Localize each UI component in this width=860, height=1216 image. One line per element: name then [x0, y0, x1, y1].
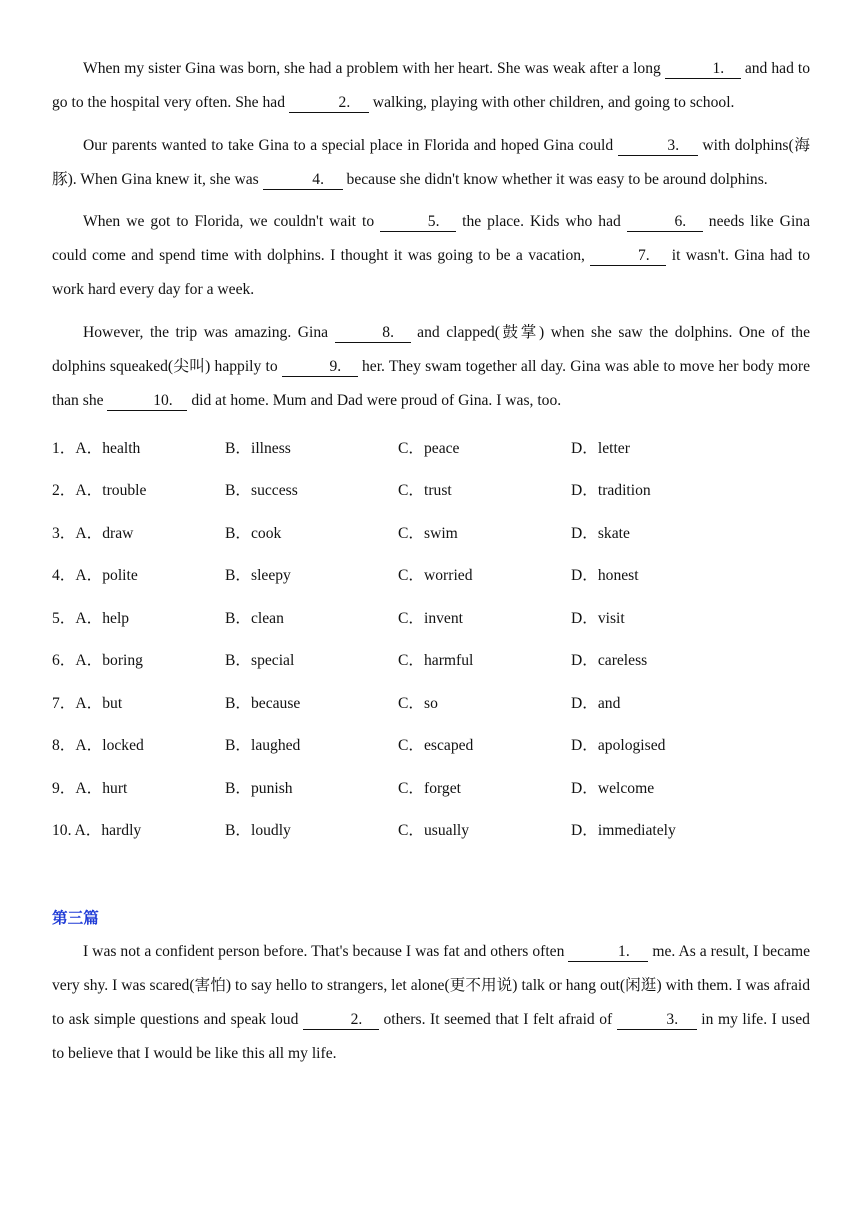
option-c[interactable]: C．escaped	[398, 737, 474, 755]
option-b[interactable]: B．because	[225, 694, 301, 712]
option-a[interactable]: 1．A．health	[52, 439, 141, 457]
option-row	[52, 553, 810, 596]
passage-paragraph-2	[52, 129, 810, 197]
paragraph-text: in my life. I used to believe that I would be like this all my life.	[52, 1010, 810, 1062]
paragraph-text: walking, playing with other children, and going to school.	[368, 94, 735, 111]
option-d[interactable]: D．letter	[571, 439, 630, 457]
option-d[interactable]: D．immediately	[571, 822, 676, 840]
option-c[interactable]: C．forget	[398, 779, 461, 797]
blank-10: 10.	[107, 392, 187, 411]
option-row	[52, 468, 810, 511]
option-row	[52, 426, 810, 469]
passage3-paragraph-1	[52, 935, 810, 1071]
option-b[interactable]: B．loudly	[225, 822, 291, 840]
paragraph-text: others. It seemed that I felt afraid of	[378, 1010, 617, 1028]
option-row	[52, 638, 810, 681]
paragraph-text: because she didn't know whether it was easy to be around dolphins.	[342, 170, 768, 188]
option-b[interactable]: B．punish	[225, 779, 293, 797]
option-b[interactable]: B．special	[225, 652, 295, 670]
paragraph-text: and had to go to the hospital very often. She had	[52, 60, 810, 111]
option-d[interactable]: D．honest	[571, 567, 639, 585]
paragraph-text: did at home. Mum and Dad were proud of Gina. I was, too.	[187, 391, 562, 409]
paragraph-text: and clapped(鼓掌) when she saw the dolphins. One of the dolphins squeaked(尖叫) happily to	[52, 323, 810, 375]
option-row	[52, 681, 810, 724]
option-c[interactable]: C．so	[398, 694, 438, 712]
paragraph-text: me. As a result, I became very shy. I was scared(害怕) to say hello to strangers, let alone(更不用说) talk or hang out(闲逛) with them. I was afraid to ask simple questions and speak loud	[52, 942, 810, 1028]
option-a[interactable]: 6．A．boring	[52, 652, 143, 670]
option-a[interactable]: 9．A．hurt	[52, 779, 128, 797]
passage-paragraph-3	[52, 205, 810, 307]
section-title: 第三篇	[52, 908, 99, 927]
passage-paragraph-1	[52, 52, 810, 120]
worksheet-page	[52, 52, 810, 1071]
option-d[interactable]: D．tradition	[571, 482, 651, 500]
option-c[interactable]: C．trust	[398, 482, 452, 500]
paragraph-text: However, the trip was amazing. Gina	[83, 323, 335, 341]
option-b[interactable]: B．clean	[225, 609, 284, 627]
option-row	[52, 766, 810, 809]
option-d[interactable]: D．careless	[571, 652, 648, 670]
blank-8: 8.	[335, 324, 411, 343]
option-d[interactable]: D．welcome	[571, 779, 655, 797]
blank-3: 3.	[618, 137, 698, 156]
blank-6: 6.	[627, 213, 703, 232]
option-c[interactable]: C．usually	[398, 822, 470, 840]
blank-2: 2.	[303, 1011, 379, 1030]
blank-1: 1.	[568, 943, 648, 962]
option-c[interactable]: C．peace	[398, 439, 460, 457]
paragraph-text: it wasn't. Gina had to work hard every day for a week.	[52, 247, 810, 298]
paragraph-text: the place. Kids who had	[456, 213, 627, 230]
passage-paragraph-4	[52, 316, 810, 418]
option-c[interactable]: C．invent	[398, 609, 463, 627]
paragraph-text: Our parents wanted to take Gina to a special place in Florida and hoped Gina could	[83, 136, 618, 154]
option-d[interactable]: D．apologised	[571, 737, 666, 755]
option-c[interactable]: C．harmful	[398, 652, 474, 670]
paragraph-text: When we got to Florida, we couldn't wait to	[83, 213, 381, 230]
option-b[interactable]: B．laughed	[225, 737, 301, 755]
options-list	[52, 426, 810, 851]
blank-5: 5.	[380, 213, 456, 232]
option-a[interactable]: 7．A．but	[52, 694, 123, 712]
option-row	[52, 808, 810, 851]
option-row	[52, 511, 810, 554]
option-a[interactable]: 8．A．locked	[52, 737, 144, 755]
option-b[interactable]: B．success	[225, 482, 298, 500]
blank-7: 7.	[590, 247, 666, 266]
option-a[interactable]: 10. A．hardly	[52, 822, 142, 840]
option-b[interactable]: B．cook	[225, 524, 282, 542]
blank-1: 1.	[665, 60, 741, 79]
paragraph-text: with dolphins(海豚). When Gina knew it, she was	[52, 136, 810, 188]
blank-4: 4.	[263, 171, 343, 190]
paragraph-text: I was not a confident person before. That's because I was fat and others often	[83, 942, 569, 960]
paragraph-text: needs like Gina could come and spend time with dolphins. I thought it was going to be a vacation,	[52, 213, 810, 264]
option-d[interactable]: D．and	[571, 694, 621, 712]
option-b[interactable]: B．sleepy	[225, 567, 291, 585]
blank-9: 9.	[282, 358, 358, 377]
option-a[interactable]: 2．A．trouble	[52, 482, 147, 500]
option-row	[52, 596, 810, 639]
option-c[interactable]: C．worried	[398, 567, 473, 585]
option-row	[52, 723, 810, 766]
blank-3: 3.	[617, 1011, 697, 1030]
option-d[interactable]: D．skate	[571, 524, 630, 542]
blank-2: 2.	[289, 94, 369, 113]
paragraph-text: her. They swam together all day. Gina was able to move her body more than she	[52, 357, 810, 409]
paragraph-text: When my sister Gina was born, she had a problem with her heart. She was weak after a long	[83, 60, 665, 77]
option-a[interactable]: 4．A．polite	[52, 567, 138, 585]
option-a[interactable]: 3．A．draw	[52, 524, 134, 542]
option-b[interactable]: B．illness	[225, 439, 291, 457]
option-d[interactable]: D．visit	[571, 609, 625, 627]
option-a[interactable]: 5．A．help	[52, 609, 130, 627]
option-c[interactable]: C．swim	[398, 524, 458, 542]
